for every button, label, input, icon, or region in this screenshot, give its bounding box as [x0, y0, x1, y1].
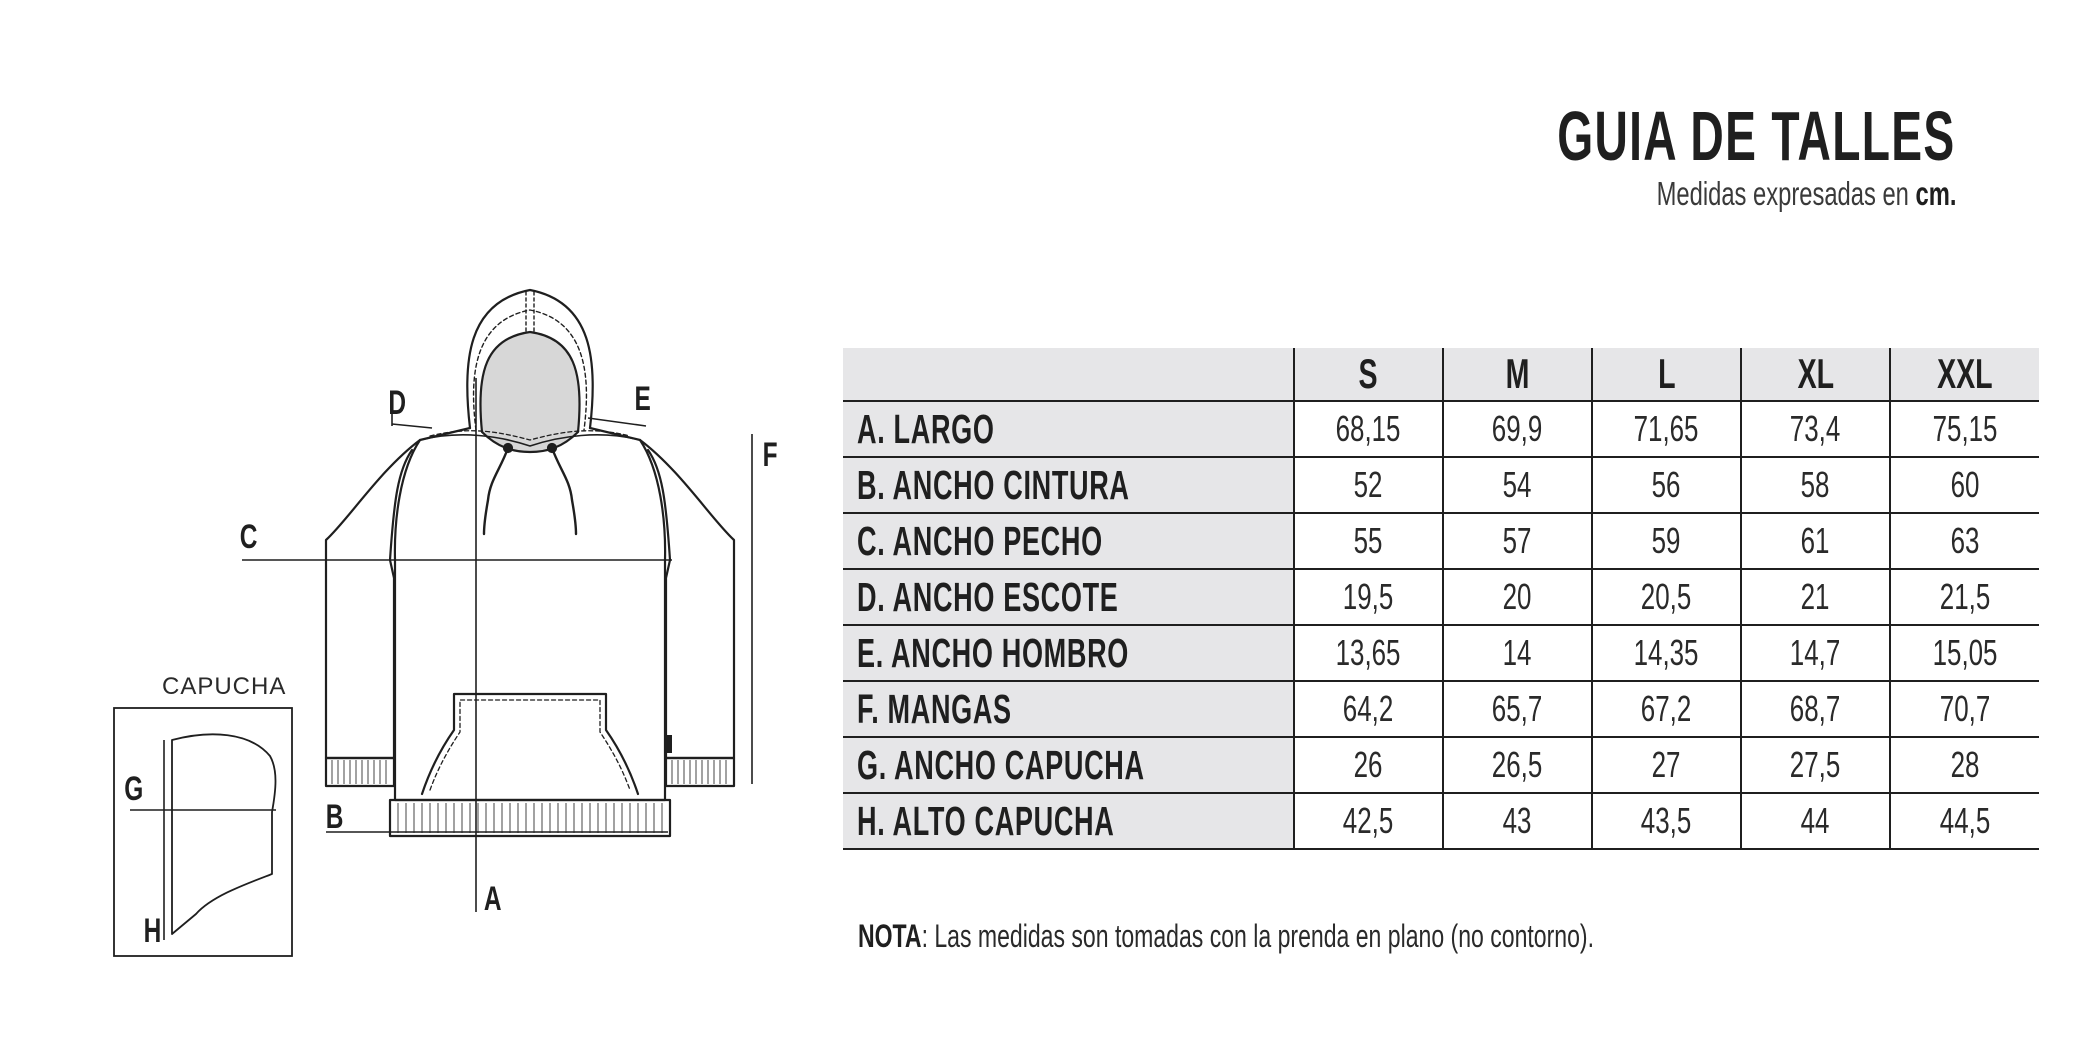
table-cell: 69,9 [1443, 401, 1592, 457]
waistband [390, 800, 670, 836]
column-header: L [1592, 348, 1741, 401]
table-cell: 26 [1294, 737, 1443, 793]
table-cell: 26,5 [1443, 737, 1592, 793]
table-header-row [843, 348, 2039, 401]
table-cell: 64,2 [1294, 681, 1443, 737]
table-cell: 14,35 [1592, 625, 1741, 681]
table-cell: 44,5 [1890, 793, 2039, 849]
table-cell: 43,5 [1592, 793, 1741, 849]
table-cell: 21,5 [1890, 569, 2039, 625]
table-cell: 21 [1741, 569, 1890, 625]
table-row [843, 681, 2039, 737]
table-cell: 71,65 [1592, 401, 1741, 457]
subtitle-text: Medidas expresadas en [1656, 175, 1909, 212]
table-cell: 13,65 [1294, 625, 1443, 681]
table-cell: 73,4 [1741, 401, 1890, 457]
label-f: F [762, 436, 778, 475]
label-d: D [388, 384, 407, 423]
note-text: : Las medidas son tomadas con la prenda en plano (no contorno). [921, 918, 1594, 954]
table-cell: 65,7 [1443, 681, 1592, 737]
title-block [1352, 96, 1956, 214]
row-label: E. ANCHO HOMBRO [843, 625, 1294, 681]
table-cell: 52 [1294, 457, 1443, 513]
row-label: B. ANCHO CINTURA [843, 457, 1294, 513]
table-cell: 14,7 [1741, 625, 1890, 681]
unit-label: cm. [1915, 175, 1956, 212]
table-cell: 57 [1443, 513, 1592, 569]
label-c: C [239, 518, 258, 557]
hood-opening [480, 332, 579, 452]
label-b: B [325, 798, 344, 837]
table-cell: 27 [1592, 737, 1741, 793]
label-h: H [143, 912, 162, 951]
table-cell: 14 [1443, 625, 1592, 681]
table-row [843, 457, 2039, 513]
label-e: E [634, 380, 651, 419]
table-cell: 60 [1890, 457, 2039, 513]
hood-title: CAPUCHA [162, 673, 287, 700]
header-corner [843, 348, 1294, 401]
left-cuff [326, 758, 394, 786]
table-cell: 59 [1592, 513, 1741, 569]
column-header: S [1294, 348, 1443, 401]
table-cell: 44 [1741, 793, 1890, 849]
row-label: H. ALTO CAPUCHA [843, 793, 1294, 849]
row-label: D. ANCHO ESCOTE [843, 569, 1294, 625]
row-label: F. MANGAS [843, 681, 1294, 737]
table-cell: 58 [1741, 457, 1890, 513]
measure-line-e [588, 418, 646, 426]
row-label: A. LARGO [843, 401, 1294, 457]
table-cell: 56 [1592, 457, 1741, 513]
note-prefix: NOTA [858, 918, 922, 954]
hoodie-body [326, 428, 734, 758]
page-title: GUIA DE TALLES [1557, 97, 1956, 175]
drawstring-right [552, 448, 576, 534]
label-a: A [483, 880, 502, 919]
table-cell: 61 [1741, 513, 1890, 569]
hood-detail-box [114, 708, 292, 956]
hood-pattern [172, 734, 276, 934]
table-cell: 70,7 [1890, 681, 2039, 737]
table-cell: 15,05 [1890, 625, 2039, 681]
measure-line-d [392, 424, 432, 428]
column-header: XL [1741, 348, 1890, 401]
table-cell: 43 [1443, 793, 1592, 849]
label-g: G [124, 770, 144, 809]
table-cell: 20 [1443, 569, 1592, 625]
table-cell: 67,2 [1592, 681, 1741, 737]
table-cell: 75,15 [1890, 401, 2039, 457]
drawstring-left [484, 448, 508, 534]
hoodie-diagram [0, 0, 820, 1043]
table-cell: 42,5 [1294, 793, 1443, 849]
table-cell: 68,7 [1741, 681, 1890, 737]
table-row [843, 401, 2039, 457]
table-row [843, 569, 2039, 625]
table-cell: 55 [1294, 513, 1443, 569]
column-header: XXL [1890, 348, 2039, 401]
note [858, 918, 1594, 955]
table-row [843, 737, 2039, 793]
right-cuff [666, 758, 734, 786]
page-subtitle [1656, 174, 1956, 214]
table-cell: 28 [1890, 737, 2039, 793]
kangaroo-pocket [422, 694, 638, 794]
table-row [843, 625, 2039, 681]
column-header: M [1443, 348, 1592, 401]
table-row [843, 513, 2039, 569]
row-label: C. ANCHO PECHO [843, 513, 1294, 569]
table-cell: 68,15 [1294, 401, 1443, 457]
size-table [843, 348, 2039, 850]
table-row [843, 793, 2039, 849]
table-cell: 63 [1890, 513, 2039, 569]
table-cell: 20,5 [1592, 569, 1741, 625]
row-label: G. ANCHO CAPUCHA [843, 737, 1294, 793]
table-cell: 54 [1443, 457, 1592, 513]
table-cell: 19,5 [1294, 569, 1443, 625]
table-cell: 27,5 [1741, 737, 1890, 793]
